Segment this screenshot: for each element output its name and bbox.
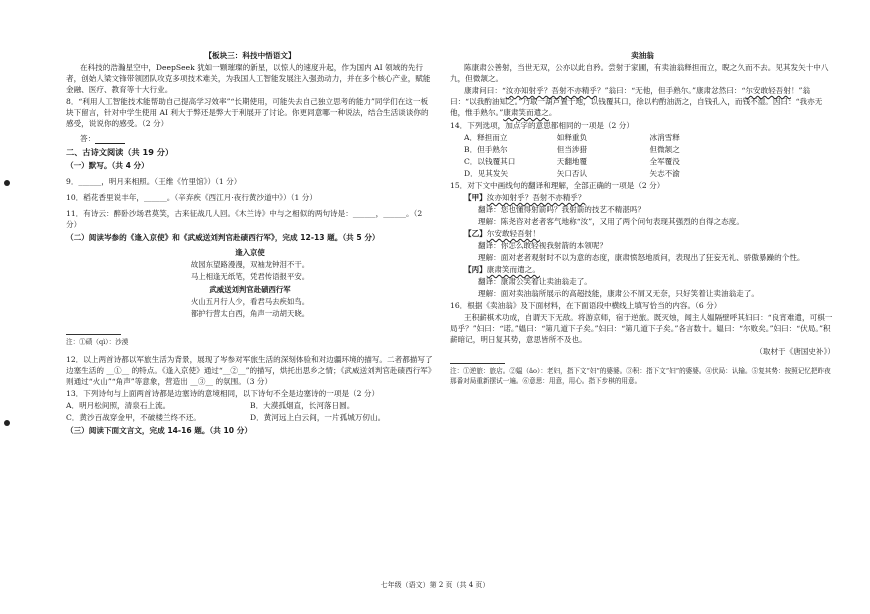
passage-para-2: 康肃问曰：“汝亦知射乎？吾射不亦精乎？”翁曰：“无他，但手熟尔。”康肃忿然曰：“尔安敢轻吾射！”翁曰：“以我酌油知之。”乃取一葫芦置于地，以钱覆其口，徐以杓酌油沥之，自钱孔入，而钱不湿。因曰：“我亦无他，惟手熟尔。”康肃笑而遣之。 [450,86,823,117]
right-column [450,50,835,387]
translation-jia: 翻译：您也懂得射箭吗？我射箭的技艺不精湛吗？ [478,205,646,214]
question-16: 16．根据《卖油翁》及下面材料，在下面语段中横线上填写恰当的内容。（6 分） [450,301,722,310]
options-13 [66,412,434,423]
translation-bing: 翻译：康肃公笑着让卖油翁走了。 [478,277,592,286]
binding-hole-icon [4,180,10,186]
option-b[interactable]: B．大漠孤烟直，长河落日圆。 [250,400,355,410]
item-yi: 【乙】尔安敢轻吾射！ [464,229,540,238]
passage-text: 在科技的浩瀚星空中，DeepSeek 犹如一颗璀璨的新星，以惊人的速度升起，作为国内 AI 领域的先行者，创始人梁文锋带领团队攻克多项技术难关，为我国人工智能发展注入强劲动力，并在多个核心产业，赋能金融、医疗、教育等十大行业。 [66,63,431,94]
translation-yi: 翻译：你怎么敢轻视我射箭的本领呢？ [478,241,608,250]
options-13 [66,400,434,411]
poem2-line: 火山五月行人少，看君马去疾如鸟。 [190,297,310,307]
passage-title: 卖油翁 [631,51,654,60]
poem1-line: 故园东望路漫漫，双袖龙钟泪不干。 [190,259,310,269]
subsection-1: （一）默写。（共 4 分） [66,160,149,170]
page-footer: 七年级（语文）第 2 页（共 4 页） [380,581,490,589]
question-9: 9．______，明月来相照。（王维《竹里馆》）（1 分） [66,176,242,186]
subsection-3: （三）阅读下面文言文，完成 14-16 题。（共 10 分） [66,425,252,435]
option-row-b[interactable]: B．但手熟尔 但当涉猎 但微颔之 [464,145,680,154]
binding-hole-icon [4,420,10,426]
answer-blank[interactable] [95,135,125,144]
question-13: 13．下列诗句与上面两首诗都是边塞诗的意境相同，以下诗句不全是边塞诗的一项是（2 分） [66,388,380,398]
poem1-title: 逢入京使 [235,247,265,257]
subsection-2: （二）阅读岑参的《逢入京使》和《武威送刘判官赴碛西行军》，完成 12-13 题。（共 5 分） [66,232,380,242]
divider [66,334,121,335]
divider [450,363,505,364]
poem2-title: 武威送刘判官赴碛西行军 [209,285,291,295]
extract-text: 王积薪棋术功成，自谓天下无敌。将游京师，宿于逆旅。既灭烛，闻主人媪隔壁呼其妇曰：“良宵难遣，可棋一局乎？”妇曰：“诺。”媪曰：“第几道下子矣。”妇曰：“第几道下子矣。”各言数十。媪曰：“尔败矣。”妇曰：“伏局。”积薪暗记，明日复其势，意思皆所不及也。 [450,313,833,344]
question-8: 8．“利用人工智能技术能帮助自己提高学习效率”“长期使用，可能失去自己独立思考的能力”同学们在这一板块下留言，针对中学生使用 AI 利大于弊还是弊大于利展开了讨论。你更同意哪一种说法，结合生活谈谈你的感受，说说你的感受。（2 分） [66,97,429,128]
module-title: 【板块三：科技中悟语文】 [204,51,296,60]
option-row-a[interactable]: A．释担而立 如释重负 冰消雪释 [464,133,680,142]
passage-para-1: 陈康肃公善射，当世无双，公亦以此自矜。尝射于家圃，有卖油翁释担而立，睨之久而不去。见其发矢十中八九，但微颔之。 [450,63,829,83]
option-row-d[interactable]: D．见其发矢 矢口否认 矢志不渝 [464,169,680,178]
question-15: 15．对下文中画线句的翻译和理解，全部正确的一项是（2 分） [450,181,665,190]
question-14: 14．下列选项，加点字的意思都相同的一项是（2 分） [450,121,634,130]
left-column [66,50,434,437]
question-12: 12．以上两首诗都以军旅生活为背景，展现了岑参对军旅生活的深刻体验和对边疆环境的描写。二者都描写了边塞生活的 __①__ 的特点。《逢入京使》通过“__②__”的描写，烘托出思乡之情；《武威送刘判官赴碛西行军》则通过“火山”“角声”等意象，营造出 __③__ 的氛围。（3 分） [66,354,433,386]
understanding-bing: 理解：面对卖油翁所展示的高超技能，康肃公不屑又无奈，只好笑着让卖油翁走了。 [478,289,759,298]
footnote: 注：①逆旅：旅店。②媪（ǎo）：老妇，指下文“妇”的婆婆。③积：指下文“妇”的婆婆。④伏局：认输。⑤复其势：按照记忆把昨夜那番对局重新摆试一遍。⑥意思：用意，用心。指下步棋的用意。 [450,367,831,385]
poem1-line: 马上相逢无纸笔，凭君传语报平安。 [190,271,310,281]
footnote: 注：①碛（qì）：沙漠 [66,337,129,346]
binding-strip [0,0,14,614]
understanding-jia: 理解：陈尧咨对老者客气地称“汝”，又用了两个问句表现其强烈的自得之态度。 [478,217,744,226]
option-d[interactable]: D．黄河远上白云间，一片孤城万仞山。 [250,412,386,422]
option-c[interactable]: C．黄沙百战穿金甲，不破楼兰终不还。 [66,412,201,422]
item-jia: 【甲】汝亦知射乎？吾射不亦精乎？ [464,193,586,202]
item-bing: 【丙】康肃笑而遣之。 [464,265,540,274]
option-a[interactable]: A．明月松间照，清泉石上流。 [66,400,171,410]
source: （取材于《唐国史补》） [755,347,835,356]
question-11: 11．有诗云：醉卧沙场君莫笑，古来征战几人回。《木兰诗》中与之相似的两句诗是：______，______。（2 分） [66,208,423,229]
answer-line: 答： [66,133,434,144]
question-10: 10．稻花香里说丰年，______。（辛弃疾《西江月·夜行黄沙道中》）（1 分） [66,192,317,202]
option-row-c[interactable]: C．以钱覆其口 天翻地覆 全军覆没 [464,157,680,166]
poem2-line: 都护行营太白西，角声一动胡天晓。 [190,309,310,319]
section-heading-2: 二、古诗文阅读（共 19 分） [66,147,174,157]
understanding-yi: 理解：面对老者观射时不以为意的态度，康肃愤怒地质问，表现出了狂妄无礼、骄傲暴躁的个性。 [478,253,805,262]
